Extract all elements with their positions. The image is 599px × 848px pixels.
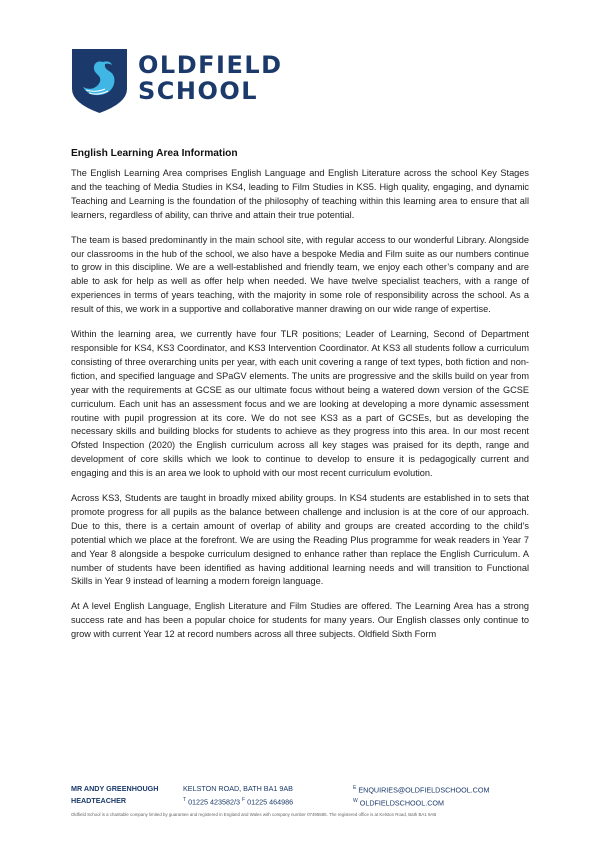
footer-contact <box>183 783 293 807</box>
paragraph-curriculum: Within the learning area, we currently have four TLR positions; Leader of Learning, Second of Department responsible for KS4, KS3 Coordinator, and KS3 Intervention Coordinator. At KS3 all students follow a curriculum consisting of three overarching units per year, with each unit covering a range of text types, both fiction and non-fiction, and specified language and SPaGV elements. The units are progressive and the skills build on year from year with the requirements at GCSE as our ultimate focus without being a watered down version of the GCSE curriculum. Each unit has an assessment focus and we are looking at developing a more dynamic assessment routine with pupil progression at its core. We do not see KS3 as a part of GCSEs, but as developing the necessary skills and building blocks for students to achieve as they progress into this area. In our most recent Ofsted Inspection (2020) the English curriculum across all key stages was praised for its depth, range and development of core skills which we look to continue to develop to ensure it is pedagogically current and engaging and this is an area we look to uphold with our most recent curriculum evolution. <box>71 329 529 479</box>
school-name-line2: SCHOOL <box>138 77 259 105</box>
paragraph-intro: The English Learning Area comprises English Language and English Literature across the school Key Stages and the teaching of Media Studies in KS4, leading to Film Studies in KS5. High quality, engaging, and dynamic Teaching and Learning is the foundation of the philosophy of teaching within this learning area to ensure that all learners, regardless of ability, can thrive and attain their true potential. <box>71 168 529 220</box>
school-address: KELSTON ROAD, BATH BA1 9AB <box>183 784 293 793</box>
document-heading: English Learning Area Information <box>71 148 238 159</box>
paragraph-a-level: At A level English Language, English Literature and Film Studies are offered. The Learning Area has a strong success rate and has been a popular choice for students for many years. Our English classes only continue to grow with current Year 12 at record numbers across all three subjects. Oldfield Sixth Form <box>71 601 529 640</box>
swan-shield-icon <box>72 49 127 113</box>
website-link[interactable]: $^W$ OLDFIELDSCHOOL.COM <box>353 797 445 808</box>
paragraph-team: The team is based predominantly in the main school site, with regular access to our wonderful Library. Alongside our classrooms in the hub of the school, we also have a bespoke Media and Film suite as our numbers continue to grow in this discipline. We are a well-established and friendly team, we enjoy each other’s company and are able to ask for help as well as offer help when needed. We have twelve specialist teachers, with a range of experiences in terms of years teaching, with the majority in some role of responsibility across the school. As a result of this, we work in a supportive and collaborative manner drawing on our wide range of expertise. <box>71 234 529 315</box>
school-logo <box>72 49 283 113</box>
school-name-line1: OLDFIELD <box>138 51 283 79</box>
legal-notice: Oldfield School is a charitable company limited by guarantee and registered in England and Wales with company number 07495585. The registered office is at Kelston Road, Bath BA1 9AB <box>71 812 437 817</box>
headteacher-name: MR ANDY GREENHOUGH <box>71 784 159 793</box>
school-name <box>138 52 283 104</box>
document-body <box>71 147 529 653</box>
footer-headteacher <box>71 783 158 806</box>
email-link[interactable]: $^E$ ENQUIRIES@OLDFIELDSCHOOL.COM <box>353 785 490 795</box>
paragraph-groups: Across KS3, Students are taught in broadly mixed ability groups. In KS4 students are established in to sets that promote progress for all pupils as the balance between challenge and inclusion is at the core of our approach. Due to this, there is a certain amount of overlap of ability and groups are created according to the child’s potential which we place at the forefront. We are using the Reading Plus programme for weak readers in Year 7 and Year 8 alongside a bespoke curriculum designed to enhance rather than replace the English Curriculum. A number of students have been identified as having additional learning needs and will transition to Functional Skills in Year 9 instead of learning a modern foreign language. <box>71 493 529 587</box>
phone-numbers: $^T$ 01225 423582/3 $^F$ 01225 464986 <box>183 796 294 806</box>
footer-online <box>353 783 489 809</box>
headteacher-role: HEADTEACHER <box>71 795 127 805</box>
